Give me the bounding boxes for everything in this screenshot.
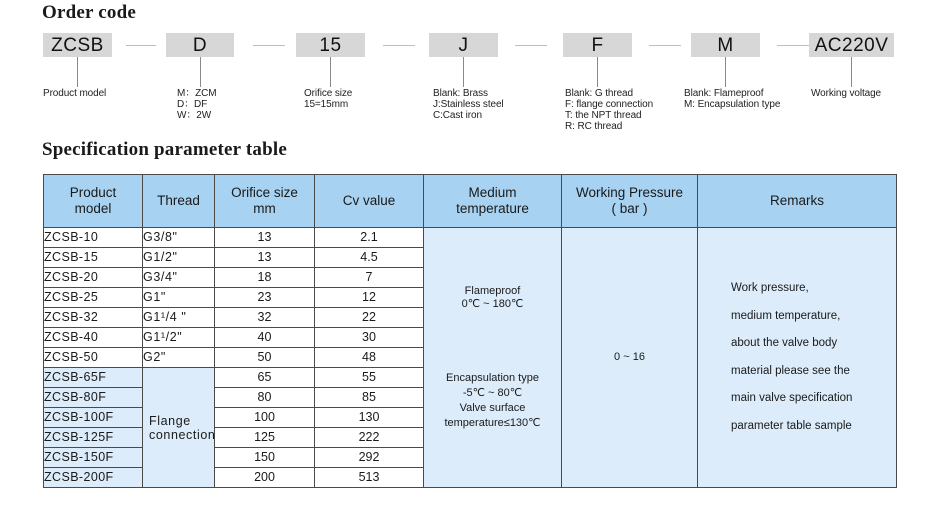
code-leader-line <box>851 57 852 87</box>
header-working-pressure: Working Pressure ( bar ) <box>562 175 698 228</box>
cell-cv: 22 <box>315 308 424 328</box>
cell-orifice: 13 <box>215 228 315 248</box>
code-leader-line <box>725 57 726 87</box>
cell-orifice: 23 <box>215 288 315 308</box>
code-leader-line <box>200 57 201 87</box>
temp-encapsulation: Encapsulation type -5℃ ~ 80℃ Valve surface temperature≤130℃ <box>444 371 541 429</box>
cell-cv: 12 <box>315 288 424 308</box>
cell-thread: G3/4" <box>143 268 215 288</box>
header-cv-value: Cv value <box>315 175 424 228</box>
cell-cv: 130 <box>315 408 424 428</box>
cell-cv: 48 <box>315 348 424 368</box>
cell-model: ZCSB-20 <box>44 268 143 288</box>
cell-model: ZCSB-65F <box>44 368 143 388</box>
cell-model: ZCSB-200F <box>44 468 143 488</box>
code-thread: F <box>563 33 632 57</box>
cell-thread: G1/2" <box>143 248 215 268</box>
code-leader-line <box>330 57 331 87</box>
cell-cv: 222 <box>315 428 424 448</box>
cell-cv: 7 <box>315 268 424 288</box>
code-desc-voltage: Working voltage <box>811 88 882 99</box>
cell-orifice: 50 <box>215 348 315 368</box>
cell-orifice: 100 <box>215 408 315 428</box>
spec-table <box>43 174 897 488</box>
code-connector <box>253 45 285 46</box>
cell-orifice: 150 <box>215 448 315 468</box>
temp-flameproof: Flameproof 0℃ ~ 180℃ <box>461 284 524 310</box>
code-leader-line <box>597 57 598 87</box>
cell-model: ZCSB-32 <box>44 308 143 328</box>
code-orifice: 15 <box>296 33 365 57</box>
cell-model: ZCSB-40 <box>44 328 143 348</box>
code-connector <box>515 45 547 46</box>
cell-model: ZCSB-150F <box>44 448 143 468</box>
code-connector <box>383 45 415 46</box>
cell-cv: 85 <box>315 388 424 408</box>
cell-cv: 292 <box>315 448 424 468</box>
cell-remarks: Work pressure, medium temperature, about the valve body material please see the main valve specification parameter table sample <box>698 228 897 488</box>
cell-thread: G1" <box>143 288 215 308</box>
cell-orifice: 18 <box>215 268 315 288</box>
cell-orifice: 65 <box>215 368 315 388</box>
code-material: J <box>429 33 498 57</box>
order-code-title: Order code <box>42 2 136 23</box>
cell-cv: 2.1 <box>315 228 424 248</box>
code-product-model: ZCSB <box>43 33 112 57</box>
cell-model: ZCSB-10 <box>44 228 143 248</box>
cell-model: ZCSB-100F <box>44 408 143 428</box>
cell-thread: G1¹/4 " <box>143 308 215 328</box>
cell-model: ZCSB-50 <box>44 348 143 368</box>
code-desc-product-model: Product model <box>43 88 107 99</box>
cell-model: ZCSB-15 <box>44 248 143 268</box>
cell-thread-flange: Flange connection <box>143 368 215 488</box>
cell-thread: G3/8" <box>143 228 215 248</box>
code-leader-line <box>463 57 464 87</box>
cell-orifice: 80 <box>215 388 315 408</box>
code-connector <box>126 45 156 46</box>
code-desc-coil-type: Blank: Flameproof M: Encapsulation type <box>684 88 781 110</box>
header-orifice-size: Orifice size mm <box>215 175 315 228</box>
cell-cv: 30 <box>315 328 424 348</box>
spec-table-title: Specification parameter table <box>42 139 288 160</box>
code-leader-line <box>77 57 78 87</box>
cell-orifice: 13 <box>215 248 315 268</box>
cell-orifice: 32 <box>215 308 315 328</box>
code-desc-material: Blank: Brass J:Stainless steel C:Cast iron <box>433 88 504 121</box>
code-connector <box>777 45 809 46</box>
cell-model: ZCSB-80F <box>44 388 143 408</box>
header-product-model: Product model <box>44 175 143 228</box>
cell-working-pressure: 0 ~ 16 <box>562 228 698 488</box>
cell-cv: 55 <box>315 368 424 388</box>
code-connector <box>649 45 681 46</box>
cell-thread: G1¹/2" <box>143 328 215 348</box>
cell-orifice: 200 <box>215 468 315 488</box>
header-medium-temperature: Medium temperature <box>424 175 562 228</box>
cell-cv: 4.5 <box>315 248 424 268</box>
code-series: D <box>166 33 234 57</box>
cell-medium-temperature <box>424 228 562 488</box>
cell-model: ZCSB-25 <box>44 288 143 308</box>
header-remarks: Remarks <box>698 175 897 228</box>
code-coil-type: M <box>691 33 760 57</box>
code-desc-orifice: Orifice size 15=15mm <box>304 88 353 110</box>
code-voltage: AC220V <box>809 33 894 57</box>
cell-orifice: 125 <box>215 428 315 448</box>
cell-orifice: 40 <box>215 328 315 348</box>
code-desc-series: M：ZCM D：DF W：2W <box>177 88 217 121</box>
cell-cv: 513 <box>315 468 424 488</box>
cell-model: ZCSB-125F <box>44 428 143 448</box>
code-desc-thread: Blank: G thread F: flange connection T: the NPT thread R: RC thread <box>565 88 654 132</box>
cell-thread: G2" <box>143 348 215 368</box>
table-row <box>44 228 897 248</box>
table-header-row <box>44 175 897 228</box>
header-thread: Thread <box>143 175 215 228</box>
